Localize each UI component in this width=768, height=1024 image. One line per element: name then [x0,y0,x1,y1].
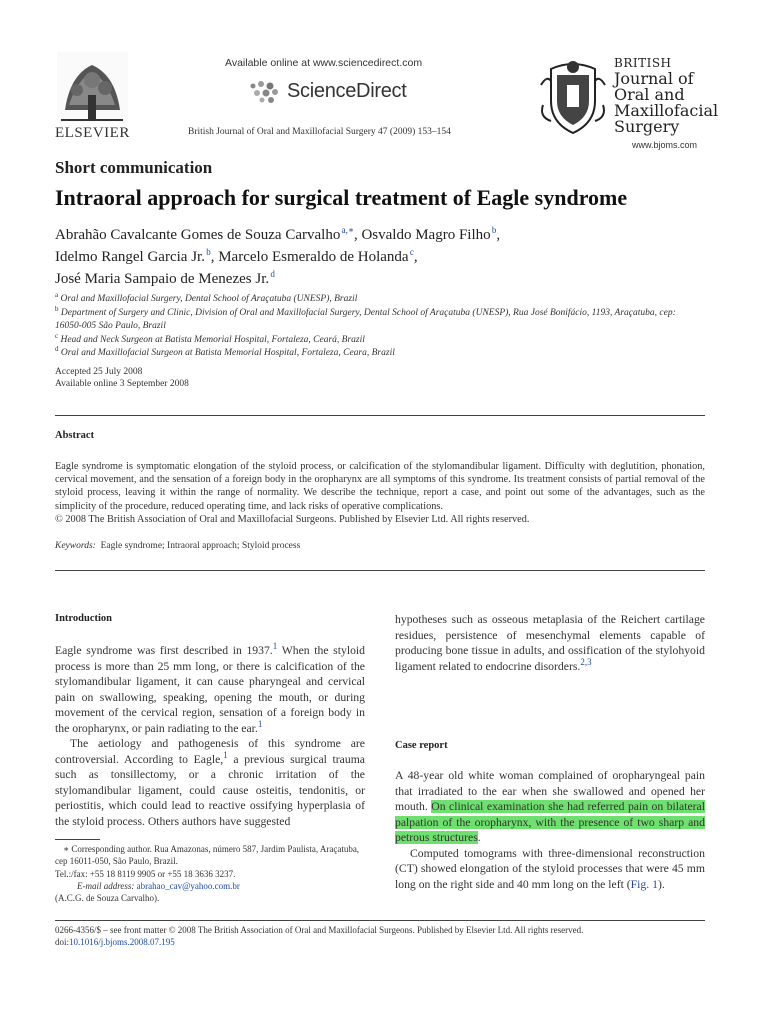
footnote-email-line [55,880,370,892]
accepted-date: Accepted 25 July 2008 [55,367,143,377]
text-span: hypotheses such as osseous metaplasia of the Reichert cartilage residues, persistence of mesenchymal elements capable of producing bone tissue in adults, and ossification of the stylohyoid ligament related to endocrine disorders. [395,613,705,673]
abstract-body [55,460,705,526]
text-span: ). [657,877,665,891]
text-span: a previous surgical trauma such as tonsillectomy, or a chronic irritation of the stylomandibular ligament, could cause osteitis, tendonitis, or periostitis, which could lead to reactive ossifying hyperplasia of the styloid process. Others authors have suggested [55,752,365,828]
journal-reference: British Journal of Oral and Maxillofacial Surgery 47 (2009) 153–154 [188,127,451,137]
affiliation-text: Department of Surgery and Clinic, Division of Oral and Maxillofacial Surgery, Dental School of Araçatuba (UNESP), Rua José Bonifácio, 1193, Araçatuba, cep: 16050-005 São Paulo, Brazil [55,307,676,331]
case-report-heading: Case report [395,740,448,751]
corresponding-author-footnote [55,843,370,904]
footnote-phone: Tel.:/fax: +55 18 8119 9905 or +55 18 3636 3237. [55,868,236,879]
doi-line [55,936,583,948]
bjoms-line-surgery: Surgery [614,117,680,136]
author-separator: , [210,249,219,265]
text-span: . [477,831,481,844]
footnote-divider [55,839,100,840]
text-span: When the styloid process is more than 25 mm long, or there is calcification of the stylomandibular ligament, it can cause pharyngeal and cervical pain on swallowing, speaking, opening the mouth, or during movement of the cervical region, sensation of a foreign body in the oropharynx, or pain radiating to the ear. [55,644,366,735]
email-label: E-mail address: [77,880,135,891]
affiliation-text: Head and Neck Surgeon at Batista Memorial Hospital, Fortaleza, Ceará, Brazil [60,334,365,345]
author-affiliation-link[interactable]: b [491,225,497,235]
reference-link[interactable]: 2,3 [580,656,592,667]
case-paragraph-2 [395,846,705,893]
author-list [55,224,675,290]
affiliation-marker: b [55,304,59,313]
issn-line: 0266-4356/$ – see front matter © 2008 The British Association of Oral and Maxillofacial Surgeons. Published by Elsevier Ltd. All rights reserved. [55,925,584,935]
affiliation-marker: a [55,290,59,299]
text-span: The aetiology and pathogenesis of this syndrome are controversial. According to Eagle, [55,737,365,766]
reference-link[interactable]: 1 [223,749,228,760]
elsevier-wordmark: ELSEVIER [55,125,130,141]
divider [55,570,705,571]
email-link[interactable]: abrahao_cav@yahoo.com.br [136,880,240,891]
bjoms-url-link[interactable]: www.bjoms.com [632,140,698,150]
right-column-text-top [395,612,705,674]
doi-link[interactable]: 10.1016/j.bjoms.2008.07.195 [69,937,175,947]
case-paragraph-1 [395,768,705,846]
keywords-label: Keywords: [55,541,96,551]
affiliation-marker: c [55,331,59,340]
author-separator: , [496,227,501,243]
author-name: Idelmo Rangel Garcia Jr. [55,249,205,265]
text-span: A 48-year old white woman complained of oropharyngeal pain that irradiated to the ear when she swallowed and opened her mouth. [395,769,705,813]
author-separator: , [413,249,418,265]
author-name: Osvaldo Magro Filho [361,227,491,243]
author-separator: , [353,227,362,243]
bjoms-line-maxillofacial: Maxillofacial [614,101,719,120]
intro-paragraph-1 [55,643,365,736]
bottom-divider [55,920,705,921]
affiliation-text: Oral and Maxillofacial Surgeon at Batista Memorial Hospital, Fortaleza, Ceara, Brazil [60,348,395,358]
abstract-copyright: © 2008 The British Association of Oral and Maxillofacial Surgeons. Published by Elsevier Ltd. All rights reserved. [55,513,530,525]
affiliation-item [55,304,705,334]
author-name: José Maria Sampaio de Menezes Jr. [55,271,270,287]
keywords-list: Eagle syndrome; Intraoral approach; Styloid process [100,541,301,551]
reference-link[interactable]: 1 [272,641,278,652]
affiliation-item [55,331,705,348]
affiliation-text: Oral and Maxillofacial Surgery, Dental School of Araçatuba (UNESP), Brazil [60,294,358,304]
affiliation-item [55,290,705,307]
bjoms-crest-icon [537,55,609,137]
bjoms-line-oral-and: Oral and [614,85,685,104]
author-name: Marcelo Esmeraldo de Holanda [218,249,409,265]
sciencedirect-wordmark: ScienceDirect [287,80,407,102]
divider [55,415,705,416]
bjoms-line-british: BRITISH [614,56,672,70]
article-title: Intraoral approach for surgical treatment of Eagle syndrome [55,185,628,210]
left-column-text [55,643,365,829]
figure-link[interactable]: Fig. 1 [630,877,658,891]
author-affiliation-link[interactable]: a,∗ [341,225,354,235]
author-affiliation-link[interactable]: d [270,269,275,279]
keywords [55,541,300,551]
bjoms-journal-title [614,55,718,135]
article-dates [55,366,189,390]
doi-label: doi: [55,937,70,947]
available-online-text: Available online at www.sciencedirect.com [225,57,423,69]
affiliations [55,290,705,361]
abstract-text: Eagle syndrome is symptomatic elongation of the styloid process, or calcification of the stylomandibular ligament. Difficulty with deglutition, phonation, cervical movement, and the sensation of a foreign body in the oropharynx are all symptoms of this syndrome. Its treatment consists of partial removal of the styloid process, leaving it within the range of normality. We describe the technique, report a case, and point out some of the advantages, such as the simplicity of the procedure, reduced operating time, and lack risks of operative complications. [55,461,705,512]
available-date: Available online 3 September 2008 [55,379,189,389]
right-column-text-case [395,768,705,892]
footnote-address: ∗ Corresponding author. Rua Amazonas, número 587, Jardim Paulista, Araçatuba, cep 16011-050, São Paulo, Brazil. [55,844,360,867]
abstract-heading: Abstract [55,430,95,441]
bjoms-line-journal-of: Journal of [614,69,694,88]
author-affiliation-link[interactable]: b [206,247,211,257]
intro-paragraph-2 [55,736,365,829]
author-name: Abrahão Cavalcante Gomes de Souza Carvalho [55,227,341,243]
highlighted-text[interactable]: On clinical examination she had referred pain on bilateral palpation of the oropharynx, with the presence of two sharp and petrous structures [395,800,705,844]
reference-link[interactable]: 1 [257,718,263,729]
bottom-publication-info [55,924,583,948]
author-affiliation-link[interactable]: c [409,247,414,257]
text-span: Computed tomograms with three-dimensional reconstruction (CT) showed elongation of the styloid processes that were 45 mm long on the right side and 40 mm long on the left ( [395,846,705,891]
article-type: Short communication [55,158,213,177]
text-span: Eagle syndrome was first described in 1937. [55,644,273,657]
affiliation-item [55,344,705,361]
introduction-heading: Introduction [55,613,112,624]
footnote-initials: (A.C.G. de Souza Carvalho). [55,893,160,904]
affiliation-marker: d [55,344,59,353]
right-paragraph-1 [395,612,705,674]
